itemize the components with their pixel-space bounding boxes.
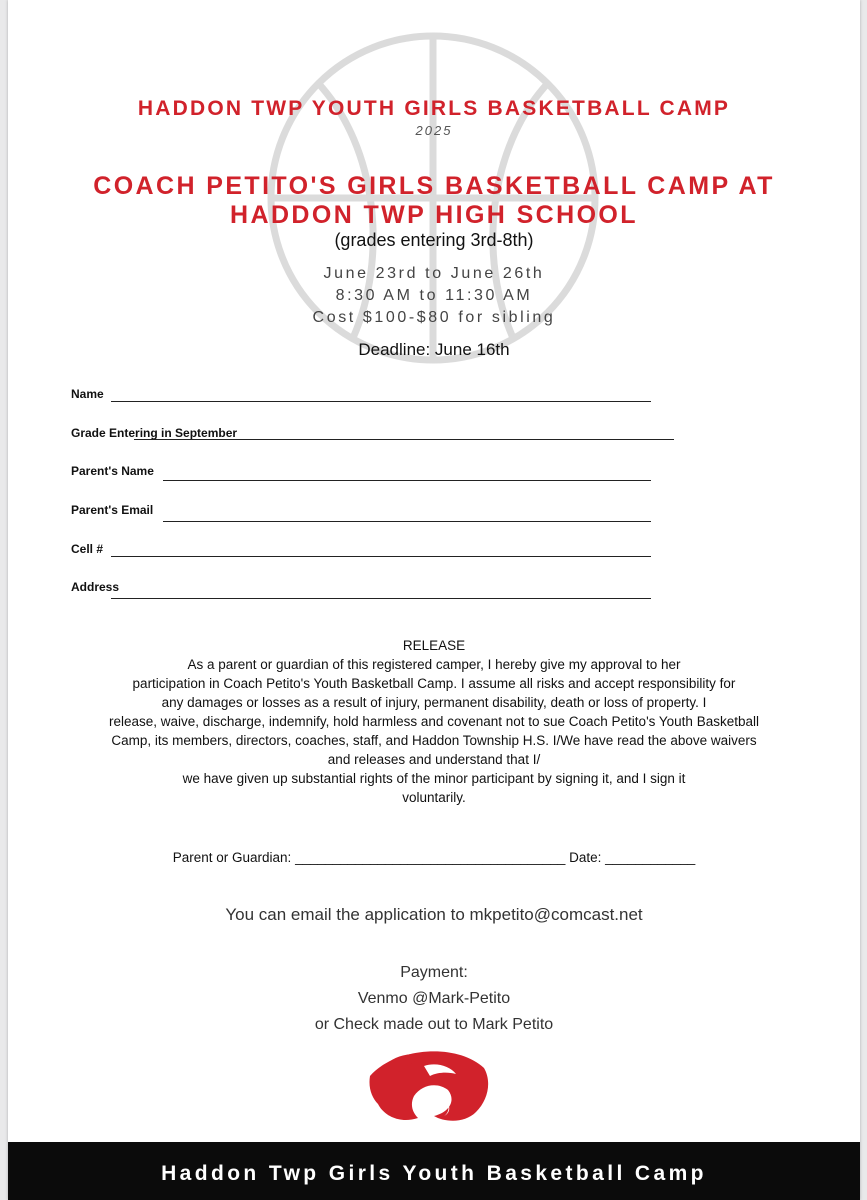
release-section bbox=[63, 636, 805, 807]
cell-label: Cell # bbox=[71, 542, 104, 556]
camp-title-line-1: COACH PETITO'S GIRLS BASKETBALL CAMP AT bbox=[93, 172, 775, 200]
parent-name-field[interactable] bbox=[163, 466, 651, 481]
camp-header-title: HADDON TWP YOUTH GIRLS BASKETBALL CAMP bbox=[137, 97, 731, 120]
release-line: voluntarily. bbox=[402, 790, 466, 805]
camp-cost: Cost $100-$80 for sibling bbox=[312, 309, 556, 326]
parent-signature-label: Parent or Guardian: bbox=[172, 850, 292, 865]
name-label: Name bbox=[71, 387, 104, 401]
footer-bar: Haddon Twp Girls Youth Basketball Camp bbox=[8, 1142, 860, 1200]
payment-section bbox=[8, 960, 860, 1038]
camp-dates: June 23rd to June 26th bbox=[323, 265, 545, 282]
release-line: Camp, its members, directors, coaches, staff, and Haddon Township H.S. I/We have read the above waivers bbox=[111, 733, 757, 748]
camp-main-title bbox=[8, 172, 860, 230]
payment-check: or Check made out to Mark Petito bbox=[314, 1016, 554, 1033]
release-line: we have given up substantial rights of the minor participant by signing it, and I sign it bbox=[182, 771, 686, 786]
parent-signature-field[interactable]: ____________________________________ bbox=[295, 850, 566, 865]
hawk-logo-icon bbox=[364, 1042, 492, 1126]
parent-email-field[interactable] bbox=[163, 507, 651, 522]
camp-year: 2025 bbox=[415, 123, 453, 138]
flyer-page bbox=[8, 0, 860, 1200]
cell-field[interactable] bbox=[111, 542, 651, 557]
grades-text: (grades entering 3rd-8th) bbox=[334, 230, 534, 250]
grade-label: Grade Entering in September bbox=[71, 426, 238, 440]
release-line: release, waive, discharge, indemnify, hold harmless and covenant not to sue Coach Petito's Youth Basketball bbox=[109, 714, 759, 729]
payment-venmo: Venmo @Mark-Petito bbox=[357, 990, 511, 1007]
grade-field[interactable] bbox=[134, 425, 674, 440]
payment-heading: Payment: bbox=[400, 964, 468, 981]
signature-row bbox=[8, 850, 860, 865]
date-field[interactable]: ____________ bbox=[605, 850, 696, 865]
camp-time: 8:30 AM to 11:30 AM bbox=[335, 287, 533, 304]
date-label: Date: bbox=[569, 850, 602, 865]
address-label: Address bbox=[71, 580, 120, 594]
release-line: participation in Coach Petito's Youth Basketball Camp. I assume all risks and accept responsibility for bbox=[132, 676, 736, 691]
release-heading: RELEASE bbox=[402, 638, 466, 653]
deadline-text: Deadline: June 16th bbox=[358, 340, 510, 359]
release-line: any damages or losses as a result of injury, permanent disability, death or loss of property. I bbox=[161, 695, 707, 710]
address-field[interactable] bbox=[111, 584, 651, 599]
camp-title-line-2: HADDON TWP HIGH SCHOOL bbox=[230, 201, 638, 229]
release-line: and releases and understand that I/ bbox=[327, 752, 541, 767]
email-instructions: You can email the application to mkpetito@comcast.net bbox=[225, 905, 643, 924]
name-field[interactable] bbox=[111, 387, 651, 402]
camp-info bbox=[8, 263, 860, 329]
parent-name-label: Parent's Name bbox=[71, 464, 154, 478]
parent-email-label: Parent's Email bbox=[71, 503, 154, 517]
release-line: As a parent or guardian of this registered camper, I hereby give my approval to her bbox=[187, 657, 681, 672]
